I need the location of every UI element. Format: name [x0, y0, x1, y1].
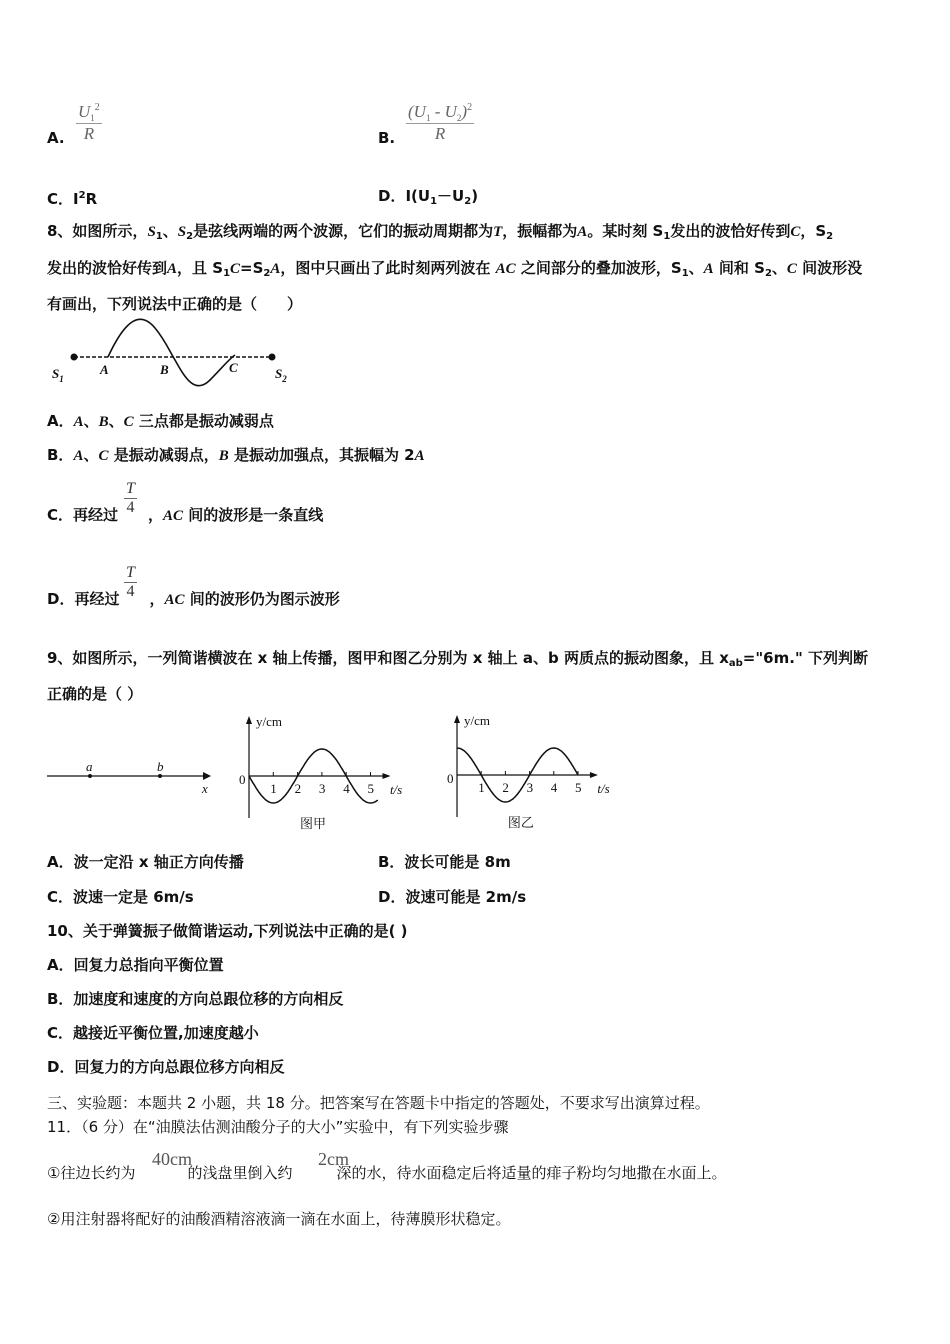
superscript: 2 — [94, 102, 100, 113]
tick-label: 1 — [478, 780, 485, 795]
q9-stem-line2: 正确的是（ ） — [47, 685, 143, 703]
origin-label: 0 — [239, 772, 246, 787]
text-run: 2 — [464, 196, 472, 207]
y-axis-arrow-icon — [246, 716, 252, 724]
text-run: 。某时刻 S — [587, 222, 664, 240]
tick-label: 4 — [343, 781, 350, 796]
label-a: A — [100, 362, 109, 377]
text-run: B — [218, 448, 229, 464]
x-axis-label: t/s — [389, 782, 403, 797]
q11-step1 — [47, 1163, 726, 1183]
text-run: 、 — [83, 412, 99, 430]
origin-label: 0 — [447, 771, 454, 786]
text-run: 发出的波恰好传到 — [670, 222, 791, 240]
text-run: 间的波形是一条直线 — [183, 506, 324, 524]
text-run: 2 — [764, 268, 772, 279]
text-run: 是振动加强点，其振幅为 2 — [228, 446, 415, 464]
x-axis-label: t/s — [597, 781, 610, 796]
q9-option-d: D．波速可能是 2m/s — [378, 888, 527, 906]
text-run: ，图中只画出了此时刻两列波在 — [280, 259, 496, 277]
tick-label: 2 — [502, 780, 509, 795]
text-run: ， — [148, 506, 164, 524]
text-run: T — [493, 224, 503, 240]
label-b: B — [160, 362, 169, 377]
y-axis-label: y/cm — [464, 713, 490, 728]
graph-title: 图乙 — [507, 815, 534, 830]
text-run: C．I — [47, 190, 79, 208]
frac-denominator: R — [434, 124, 446, 143]
text-run: D．I(U — [378, 187, 431, 205]
text-run: A — [577, 224, 588, 240]
q7-option-b-label: B. — [378, 129, 396, 147]
superscript: 2 — [467, 102, 473, 113]
y-axis-label: y/cm — [256, 714, 282, 729]
frac-part: (U — [408, 102, 426, 121]
frac-numerator: T — [126, 480, 135, 497]
text-run: 8、如图所示， — [47, 222, 148, 240]
text-run: 、 — [83, 446, 99, 464]
label-c: C — [229, 360, 238, 375]
label-s1: $S_1$ — [52, 366, 64, 384]
text-run: 1 — [663, 231, 671, 242]
text-run: A — [167, 261, 178, 277]
frac-denominator: 4 — [126, 499, 135, 516]
option-text: D．再经过 — [47, 590, 120, 608]
text-run: C — [123, 414, 134, 430]
step-text: 的浅盘里倒入约 — [187, 1164, 293, 1182]
text-run: B． — [47, 446, 74, 464]
text-run: A — [703, 261, 714, 277]
text-run: 1 — [155, 231, 163, 242]
x-axis-label: x — [202, 781, 208, 796]
text-run: 发出的波恰好传到 — [47, 259, 168, 277]
text-run: 、 — [771, 259, 787, 277]
q9-option-a: A．波一定沿 x 轴正方向传播 — [47, 853, 244, 871]
tick-label: 1 — [270, 781, 277, 796]
step-text: ①往边长约为 — [47, 1164, 136, 1182]
text-run: 是弦线两端的两个波源，它们的振动周期都为 — [193, 222, 494, 240]
q11-value-2cm: 2cm — [318, 1149, 349, 1169]
q7-option-a-label: A. — [47, 129, 65, 147]
text-run: 、 — [162, 222, 178, 240]
tick-label: 5 — [367, 781, 374, 796]
text-run: C — [98, 448, 109, 464]
section-3-heading: 三、实验题：本题共 2 小题，共 18 分。把答案写在答题卡中指定的答题处，不要求写出演算过程。 — [47, 1094, 710, 1112]
text-run: ，且 S — [177, 259, 224, 277]
text-run: A — [73, 448, 84, 464]
y-axis-arrow-icon — [454, 715, 460, 723]
text-run: A — [414, 448, 425, 464]
text-run: 间和 S — [713, 259, 765, 277]
point-b-label: b — [157, 759, 164, 774]
subscript: 1 — [90, 113, 95, 123]
q10-option-c: C．越接近平衡位置,加速度越小 — [47, 1024, 259, 1042]
text-run: AC — [495, 261, 516, 277]
text-run: 2 — [826, 231, 834, 242]
frac-denominator: 4 — [126, 583, 135, 600]
frac-numerator: T — [126, 564, 135, 581]
tick-label: 4 — [550, 780, 558, 795]
text-run: 2 — [186, 231, 194, 242]
tick-label: 3 — [526, 780, 534, 795]
label-s2: $S_2$ — [275, 366, 287, 384]
q10-stem: 10、关于弹簧振子做简谐运动,下列说法中正确的是( ) — [47, 922, 408, 940]
text-run: ， — [149, 590, 165, 608]
text-run: AC — [164, 592, 185, 608]
q11-step2: ②用注射器将配好的油酸酒精溶液滴一滴在水面上，待薄膜形状稳定。 — [47, 1210, 511, 1228]
text-run: =S — [240, 259, 264, 277]
text-run: AC — [163, 508, 184, 524]
tick-label: 2 — [294, 781, 302, 796]
frac-denominator: R — [83, 124, 95, 143]
text-run: S — [177, 224, 187, 240]
text-run: S — [147, 224, 156, 240]
q11-value-40cm: 40cm — [152, 1149, 192, 1169]
text-run: A — [73, 414, 84, 430]
text-run: 间波形没 — [796, 259, 863, 277]
text-run: 三点都是振动减弱点 — [133, 412, 274, 430]
q10-option-d: D．回复力的方向总跟位移方向相反 — [47, 1058, 285, 1076]
text-run: C — [790, 224, 801, 240]
q11-stem: 11．（6 分）在“油膜法估测油酸分子的大小”实验中，有下列实验步骤 — [47, 1118, 509, 1136]
text-run: ab — [728, 658, 743, 669]
text-run: 9、如图所示，一列简谐横波在 x 轴上传播，图甲和图乙分别为 x 轴上 a、b 两质点的振动图象，且 x — [47, 649, 729, 667]
text-run: 有画出，下列说法中正确的是（ ） — [47, 295, 303, 313]
text-run: A． — [47, 412, 74, 430]
t-axis-arrow-icon — [590, 772, 598, 778]
frac-part: ) — [461, 102, 468, 121]
frac-part: - U — [430, 102, 457, 121]
tick-label: 5 — [575, 780, 582, 795]
tick-label: 3 — [318, 781, 326, 796]
q10-option-b: B．加速度和速度的方向总跟位移的方向相反 — [47, 990, 344, 1008]
text-run: 2 — [263, 268, 271, 279]
text-run: －U — [437, 187, 465, 205]
text-run: C — [230, 261, 241, 277]
text-run: 、 — [688, 259, 704, 277]
text-run: 之间部分的叠加波形，S — [515, 259, 682, 277]
subscript: 1 — [425, 113, 431, 123]
q10-option-a: A．回复力总指向平衡位置 — [47, 956, 224, 974]
text-run: 间的波形仍为图示波形 — [184, 590, 340, 608]
text-run: R — [85, 190, 98, 208]
text-run: 1 — [430, 196, 438, 207]
text-run: 2 — [78, 190, 86, 201]
text-run: B — [98, 414, 109, 430]
text-run: ，S — [800, 222, 827, 240]
text-run: 是振动减弱点， — [108, 446, 219, 464]
text-run: A — [270, 261, 281, 277]
text-run: 、 — [108, 412, 124, 430]
text-run: ="6m." 下列判断 — [742, 649, 868, 667]
option-text: C．再经过 — [47, 506, 119, 524]
text-run: 1 — [223, 268, 231, 279]
q9-option-c: C．波速一定是 6m/s — [47, 888, 194, 906]
q9-option-b: B．波长可能是 8m — [378, 853, 511, 871]
text-run: ) — [471, 187, 479, 205]
text-run: ，振幅都为 — [502, 222, 578, 240]
subscript: 2 — [456, 113, 462, 123]
step-text: 深的水，待水面稳定后将适量的痱子粉均匀地撒在水面上。 — [336, 1164, 727, 1182]
t-axis-arrow-icon — [383, 773, 391, 779]
text-run: C — [786, 261, 797, 277]
point-a-label: a — [86, 759, 93, 774]
graph-title: 图甲 — [300, 816, 327, 831]
frac-numerator: U — [78, 102, 91, 121]
text-run: 1 — [681, 268, 689, 279]
